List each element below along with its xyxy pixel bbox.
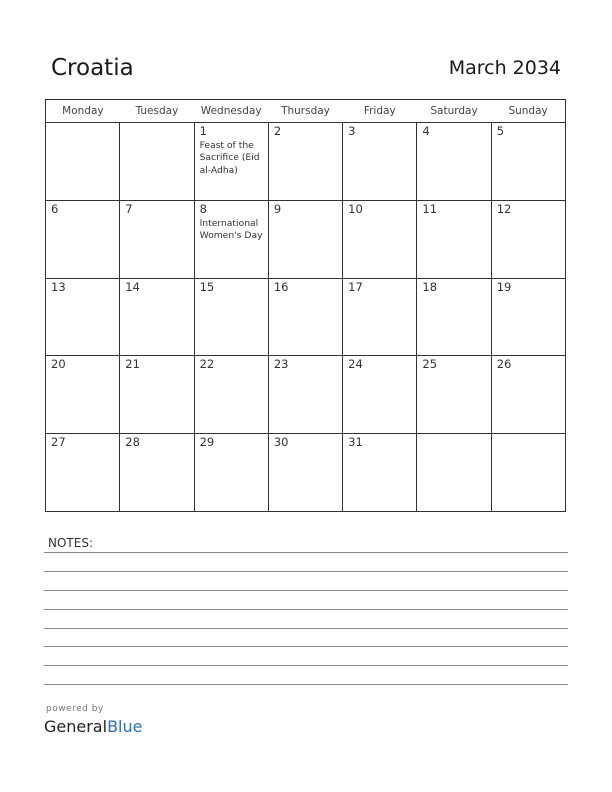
day-number: 14 [125,279,140,294]
day-cell [417,200,491,278]
day-cell [268,356,342,434]
day-number: 25 [422,357,438,372]
day-cell [343,123,417,201]
notes-line [44,590,568,591]
day-number: 3 [348,124,356,138]
notes-line [44,552,568,553]
day-cell [417,278,491,356]
weekday-wednesday: Wednesday [194,100,268,123]
notes-line [44,609,568,610]
day-cell [491,278,565,356]
country-title: Croatia [51,55,134,81]
day-cell [194,200,268,278]
weekday-sunday: Sunday [491,100,565,123]
day-number: 17 [348,279,363,294]
day-number: 12 [496,201,512,216]
day-cell [120,278,194,356]
month-year-title: March 2034 [448,57,561,79]
day-number: 13 [51,279,66,294]
week-row [46,123,566,201]
day-cell [343,434,417,512]
week-row [46,434,566,512]
day-number: 28 [125,435,140,450]
day-number: 30 [273,435,289,450]
day-number: 10 [348,201,363,216]
day-number: 27 [51,435,66,450]
day-cell [343,200,417,278]
day-number: 16 [273,279,289,294]
day-cell [417,434,491,512]
day-number: 19 [496,279,512,294]
day-cell [491,434,565,512]
day-cell [194,278,268,356]
day-cell [120,200,194,278]
day-cell [491,200,565,278]
day-number: 9 [273,201,282,216]
holiday-label: International Women's Day [199,217,263,242]
notes-label: NOTES: [48,536,93,550]
day-cell [343,356,417,434]
day-number: 11 [422,201,438,216]
week-row [46,278,566,356]
weekday-tuesday: Tuesday [120,100,194,123]
day-number: 23 [273,357,289,372]
day-cell [120,356,194,434]
day-cell [268,278,342,356]
day-cell [491,356,565,434]
day-number: 20 [51,357,66,372]
day-number: 4 [422,124,430,138]
calendar-grid [45,99,566,512]
day-cell [268,200,342,278]
notes-line [44,684,568,685]
weekday-header-row [46,100,566,123]
brand-logo [44,717,142,736]
day-cell [46,123,120,201]
day-cell [194,434,268,512]
day-cell [194,356,268,434]
day-cell [417,356,491,434]
weekday-saturday: Saturday [417,100,491,123]
notes-line [44,646,568,647]
day-cell [491,123,565,201]
day-number: 29 [199,435,215,450]
day-cell [120,434,194,512]
weekday-friday: Friday [343,100,417,123]
notes-line [44,628,568,629]
week-row [46,200,566,278]
notes-line [44,665,568,666]
brand-general: General [44,717,108,736]
day-number: 7 [125,201,133,216]
powered-by-text: powered by [46,704,104,714]
day-number: 18 [422,279,438,294]
holiday-label: Feast of the Sacrifice (Eid al-Adha) [199,139,260,176]
day-cell [46,200,120,278]
day-number: 15 [199,279,215,294]
weekday-thursday: Thursday [268,100,342,123]
day-number: 6 [51,201,59,216]
day-number: 5 [496,124,505,138]
day-number: 31 [348,435,363,450]
brand-blue: Blue [107,717,143,736]
day-number: 21 [125,357,140,372]
day-number: 1 [199,124,207,138]
notes-line [44,571,568,572]
day-cell [268,123,342,201]
day-number: 24 [348,357,363,372]
day-cell [46,356,120,434]
day-number: 26 [496,357,512,372]
day-number: 8 [199,201,207,216]
week-row [46,356,566,434]
day-cell [343,278,417,356]
day-cell [268,434,342,512]
day-cell [46,434,120,512]
day-number: 22 [199,357,215,372]
weekday-monday: Monday [46,100,120,123]
day-cell [417,123,491,201]
day-cell [194,123,268,201]
day-cell [120,123,194,201]
day-number: 2 [273,124,282,138]
day-cell [46,278,120,356]
